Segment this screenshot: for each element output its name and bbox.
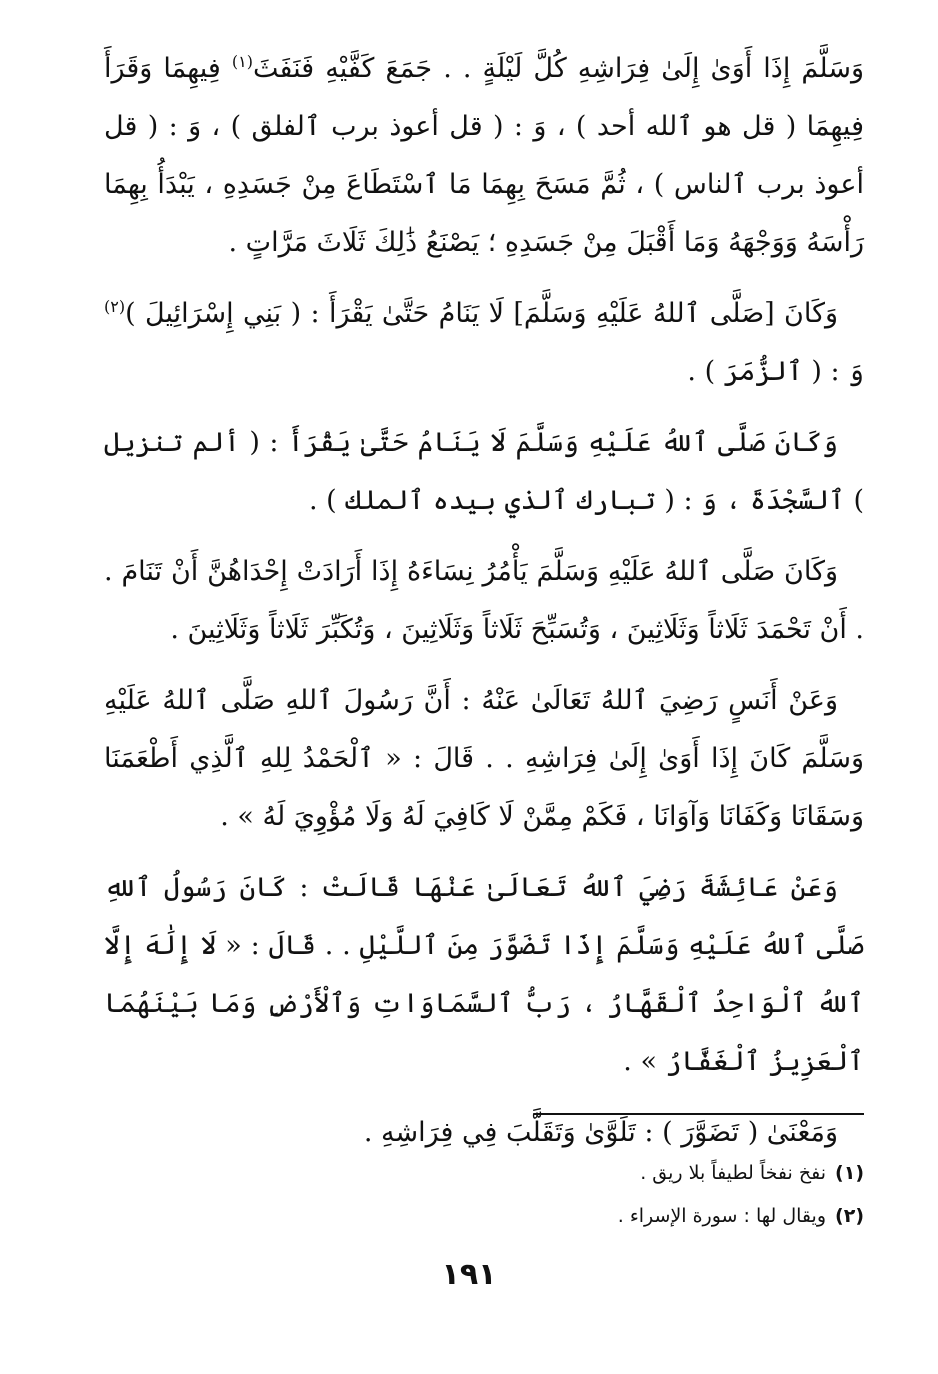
footnote-reference: (١) xyxy=(231,52,253,71)
paragraph-text: وَسَلَّمَ إِذَا أَوَىٰ إِلَىٰ فِرَاشِهِ كُلَّ لَيْلَةٍ . . جَمَعَ كَفَّيْهِ فَنَفَثَ xyxy=(252,53,864,84)
paragraph-text: وَكَانَ صَلَّى ٱللهُ عَلَيْهِ وَسَلَّمَ لَا يَنَامُ حَتَّىٰ يَقْرَأَ : ( ألم تنزيل ) ٱلسَّجْدَةَ ، وَ : ( تبارك ٱلذي بيده ٱلملك ) . xyxy=(104,427,864,516)
paragraph-text: وَمَعْنَىٰ ( تَضَوَّرَ ) : تَلَوَّىٰ وَتَقَلَّبَ فِي فِرَاشِهِ . xyxy=(363,1117,838,1148)
paragraph xyxy=(104,40,864,272)
paragraph xyxy=(104,414,864,530)
paragraph xyxy=(104,672,864,846)
footnote xyxy=(104,1195,864,1238)
page-number: ١٩١ xyxy=(441,1257,497,1292)
footnote-divider xyxy=(534,1113,864,1115)
paragraph-text: وَ : ( ٱلزُّمَرَ ) . xyxy=(687,356,864,387)
paragraph-text: وَكَانَ [صَلَّى ٱللهُ عَلَيْهِ وَسَلَّمَ] لَا يَنَامُ حَتَّىٰ يَقْرَأَ : ( بَنِي إِسْرَائِيلَ ) xyxy=(125,298,838,329)
paragraph-text: وَعَنْ أَنَسٍ رَضِيَ ٱللهُ تَعَالَىٰ عَنْهُ : أَنَّ رَسُولَ ٱللهِ صَلَّى ٱللهُ عَلَيْهِ وَسَلَّمَ كَانَ إِذَا أَوَىٰ إِلَىٰ فِرَاشِهِ . . قَالَ : « ٱلْحَمْدُ لِلهِ ٱلَّذِي أَطْعَمَنَا وَسَقَانَا وَكَفَانَا وَآوَانَا ، فَكَمْ مِمَّنْ لَا كَافِيَ لَهُ وَلَا مُؤْوِيَ لَهُ » . xyxy=(104,685,864,832)
footnote-text: نفخ نفخاً لطيفاً بلا ريق . xyxy=(640,1162,826,1184)
footnote-number: (٢) xyxy=(835,1205,864,1227)
footnotes xyxy=(104,1152,864,1238)
footnote xyxy=(104,1152,864,1195)
footnote-reference: (٢) xyxy=(104,297,126,316)
paragraph xyxy=(104,543,864,659)
paragraph-text: فِيهِمَا وَقَرَأَ فِيهِمَا ( قل هو ٱلله أحد ) ، وَ : ( قل أعوذ برب ٱلفلق ) ، وَ : ( قل أعوذ برب ٱلناس ) ، ثُمَّ مَسَحَ بِهِمَا مَا ٱسْتَطَاعَ مِنْ جَسَدِهِ ، يَبْدَأُ بِهِمَا رَأْسَهُ وَوَجْهَهُ وَمَا أَقْبَلَ مِنْ جَسَدِهِ ؛ يَصْنَعُ ذَٰلِكَ ثَلَاثَ مَرَّاتٍ . xyxy=(104,53,864,258)
main-text xyxy=(104,40,864,1175)
footnote-text: ويقال لها : سورة الإسراء . xyxy=(617,1205,826,1227)
paragraph xyxy=(104,285,864,401)
paragraph xyxy=(104,859,864,1091)
paragraph-text: وَعَنْ عَائِشَةَ رَضِيَ ٱللهُ تَعَالَىٰ عَنْهَا قَالَتْ : كَانَ رَسُولُ ٱللهِ صَلَّى ٱللهُ عَلَيْهِ وَسَلَّمَ إِذَا تَضَوَّرَ مِنَ ٱللَّيْلِ . . قَالَ : « لَا إِلَٰهَ إِلَّا ٱللهُ ٱلْوَاحِدُ ٱلْقَهَّارُ ، رَبُّ ٱلسَّمَاوَاتِ وَٱلْأَرْضِ وَمَا بَيْنَهُمَا ٱلْعَزِيزُ ٱلْغَفَّارُ » . xyxy=(104,872,864,1077)
footnote-number: (١) xyxy=(835,1162,864,1184)
paragraph-text: وَكَانَ صَلَّى ٱللهُ عَلَيْهِ وَسَلَّمَ يَأْمُرُ نِسَاءَهُ إِذَا أَرَادَتْ إِحْدَاهُنَّ أَنْ تَنَامَ . . أَنْ تَحْمَدَ ثَلَاثاً وَثَلَاثِينَ ، وَتُسَبِّحَ ثَلَاثاً وَثَلَاثِينَ ، وَتُكَبِّرَ ثَلَاثاً وَثَلَاثِينَ . xyxy=(104,556,864,645)
